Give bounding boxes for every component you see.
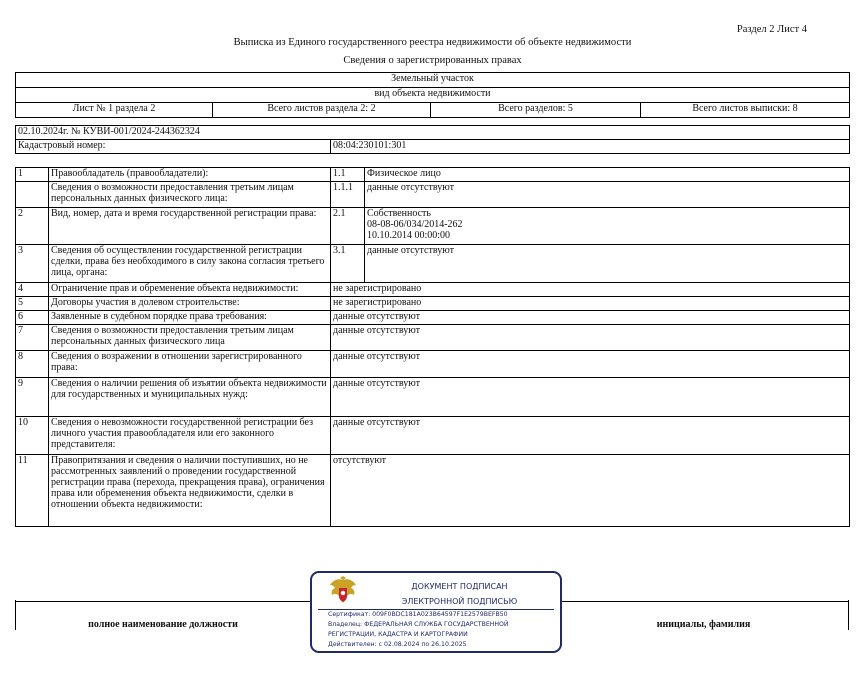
- row-value: данные отсутствуют: [331, 417, 850, 455]
- rights-table: [15, 167, 850, 527]
- row-label: Договоры участия в долевом строительстве:: [49, 297, 331, 311]
- cadastral-number-label: Кадастровый номер:: [16, 140, 331, 154]
- row-number: [16, 182, 49, 208]
- row-value: данные отсутствуют: [365, 245, 850, 283]
- electronic-signature-stamp: [310, 571, 562, 653]
- section-sheet-label: Раздел 2 Лист 4: [736, 24, 807, 35]
- section-count: Всего разделов: 5: [431, 103, 641, 118]
- row-value: не зарегистрировано: [331, 297, 850, 311]
- row-sub-number: 1.1: [331, 168, 365, 182]
- extract-number: 02.10.2024г. № КУВИ-001/2024-244362324: [16, 126, 850, 140]
- position-label: полное наименование должности: [88, 619, 238, 630]
- row-label: Правопритязания и сведения о наличии поступивших, но не рассмотренных заявлений о проведении государственной регистрации права (перехода, прекращения права), ограничения права или обременения объекта недвижимости, сделки в отношении объекта недвижимости:: [49, 455, 331, 527]
- row-number: 7: [16, 325, 49, 351]
- row-number: 2: [16, 208, 49, 245]
- row-value: данные отсутствуют: [331, 325, 850, 351]
- row-number: 5: [16, 297, 49, 311]
- stamp-owner-1: Владелец: ФЕДЕРАЛЬНАЯ СЛУЖБА ГОСУДАРСТВЕННОЙ: [328, 621, 509, 628]
- row-label: Правообладатель (правообладатели):: [49, 168, 331, 182]
- stamp-line-1: ДОКУМЕНТ ПОДПИСАН: [411, 582, 508, 591]
- row-number: 9: [16, 378, 49, 417]
- row-label: Сведения о возражении в отношении зарегистрированного права:: [49, 351, 331, 378]
- row-label: Сведения о возможности предоставления третьим лицам персональных данных физического лица: [49, 325, 331, 351]
- row-sub-number: 1.1.1: [331, 182, 365, 208]
- registration-date: 10.10.2014 00:00:00: [367, 230, 451, 241]
- registration-number: 08-08-06/034/2014-262: [367, 219, 463, 230]
- row-value: данные отсутствуют: [365, 182, 850, 208]
- section-sheet-count: Всего листов раздела 2: 2: [213, 103, 431, 118]
- row-sub-number: 2.1: [331, 208, 365, 245]
- row-value: отсутствуют: [331, 455, 850, 527]
- row-value: Физическое лицо: [365, 168, 850, 182]
- document-title: Выписка из Единого государственного реестра недвижимости об объекте недвижимости: [233, 37, 632, 48]
- right-type: Собственность: [367, 208, 431, 219]
- object-kind-label: вид объекта недвижимости: [16, 88, 850, 103]
- stamp-validity: Действителен: с 02.08.2024 по 26.10.2025: [328, 641, 467, 648]
- row-label: Сведения об осуществлении государственной регистрации сделки, права без необходимого в силу закона согласия третьего лица, органа:: [49, 245, 331, 283]
- row-number: 8: [16, 351, 49, 378]
- document-subtitle: Сведения о зарегистрированных правах: [343, 55, 522, 66]
- stamp-line-2: ЭЛЕКТРОННОЙ ПОДПИСЬЮ: [401, 597, 518, 606]
- extract-sheet-count: Всего листов выписки: 8: [641, 103, 850, 118]
- row-value: данные отсутствуют: [331, 311, 850, 325]
- row-value: не зарегистрировано: [331, 283, 850, 297]
- row-number: 1: [16, 168, 49, 182]
- row-label: Ограничение прав и обременение объекта недвижимости:: [49, 283, 331, 297]
- row-label: Сведения о возможности предоставления третьим лицам персональных данных физического лица:: [49, 182, 331, 208]
- row-number: 11: [16, 455, 49, 527]
- row-value: данные отсутствуют: [331, 378, 850, 417]
- extract-info-table: [15, 125, 850, 154]
- object-header-table: [15, 72, 850, 118]
- object-type: Земельный участок: [16, 73, 850, 88]
- row-label: Вид, номер, дата и время государственной регистрации права:: [49, 208, 331, 245]
- row-sub-number: 3.1: [331, 245, 365, 283]
- sheet-number: Лист № 1 раздела 2: [16, 103, 213, 118]
- stamp-owner-2: РЕГИСТРАЦИИ, КАДАСТРА И КАРТОГРАФИИ: [328, 631, 468, 638]
- row-number: 6: [16, 311, 49, 325]
- name-label: инициалы, фамилия: [656, 619, 751, 630]
- row-number: 10: [16, 417, 49, 455]
- row-number: 3: [16, 245, 49, 283]
- row-value: [365, 208, 850, 245]
- emblem-icon: [326, 576, 360, 608]
- stamp-certificate: Сертификат: 009F0BDC181A023B64597F1E2579BEFB50: [328, 611, 508, 618]
- row-value: данные отсутствуют: [331, 351, 850, 378]
- row-number: 4: [16, 283, 49, 297]
- row-label: Сведения о невозможности государственной регистрации без личного участия правообладателя или его законного представителя:: [49, 417, 331, 455]
- row-label: Заявленные в судебном порядке права требования:: [49, 311, 331, 325]
- stamp-divider: [318, 609, 554, 610]
- cadastral-number-value: 08:04:230101:301: [331, 140, 850, 154]
- row-label: Сведения о наличии решения об изъятии объекта недвижимости для государственных и муниципальных нужд:: [49, 378, 331, 417]
